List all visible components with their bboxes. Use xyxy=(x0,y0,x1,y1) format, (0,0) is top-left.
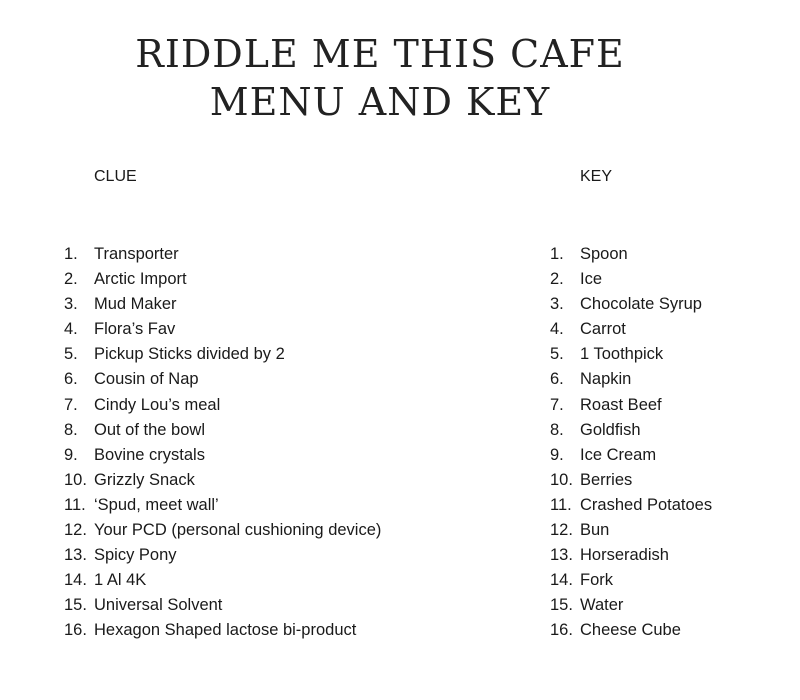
key-item xyxy=(550,267,790,292)
key-text: Napkin xyxy=(580,370,632,389)
key-item xyxy=(550,342,790,367)
clue-item xyxy=(64,443,494,468)
key-item xyxy=(550,393,790,418)
clue-item xyxy=(64,568,494,593)
clue-text: Mud Maker xyxy=(94,295,177,314)
key-text: Horseradish xyxy=(580,546,669,565)
key-number: 1. xyxy=(550,245,564,263)
key-item xyxy=(550,468,790,493)
key-text: Ice xyxy=(580,270,603,289)
key-text: Goldfish xyxy=(580,420,641,439)
clue-text: 1 Al 4K xyxy=(94,571,147,590)
key-number: 16. xyxy=(550,621,573,640)
clue-number: 11. xyxy=(64,495,86,514)
clue-item xyxy=(64,267,494,292)
clue-item xyxy=(64,543,494,568)
clue-item xyxy=(64,393,494,418)
key-text: Chocolate Syrup xyxy=(580,295,702,314)
clue-number: 5. xyxy=(64,345,78,364)
clue-number: 4. xyxy=(64,320,78,339)
clue-number: 1. xyxy=(64,245,78,263)
key-item xyxy=(550,242,790,267)
clue-number: 3. xyxy=(64,295,78,314)
key-number: 14. xyxy=(550,571,573,590)
clue-item xyxy=(64,468,494,493)
key-text: Bun xyxy=(580,521,610,540)
key-list xyxy=(550,242,790,644)
page-title xyxy=(0,30,760,126)
key-item xyxy=(550,367,790,392)
clue-column-header: CLUE xyxy=(94,168,137,185)
clue-number: 8. xyxy=(64,420,78,439)
key-item xyxy=(550,292,790,317)
clue-number: 7. xyxy=(64,395,78,414)
key-number: 11. xyxy=(550,495,572,514)
clue-text: Bovine crystals xyxy=(94,445,205,464)
clue-text: Out of the bowl xyxy=(94,420,205,439)
key-number: 7. xyxy=(550,395,564,414)
clue-text: ‘Spud, meet wall’ xyxy=(94,495,219,514)
clue-number: 12. xyxy=(64,521,87,540)
key-number: 9. xyxy=(550,445,564,464)
key-number: 3. xyxy=(550,295,564,314)
key-text: Carrot xyxy=(580,320,626,339)
clue-number: 14. xyxy=(64,571,87,590)
key-number: 6. xyxy=(550,370,564,389)
key-text: Berries xyxy=(580,470,633,489)
clue-text: Flora’s Fav xyxy=(94,320,176,339)
clue-number: 9. xyxy=(64,445,78,464)
key-item xyxy=(550,568,790,593)
clue-item xyxy=(64,367,494,392)
clue-item xyxy=(64,242,494,267)
clue-text: Arctic Import xyxy=(94,270,187,289)
clue-number: 16. xyxy=(64,621,87,640)
key-number: 4. xyxy=(550,320,564,339)
key-text: Roast Beef xyxy=(580,395,662,414)
key-number: 15. xyxy=(550,596,573,615)
clue-number: 13. xyxy=(64,546,87,565)
clue-text: Pickup Sticks divided by 2 xyxy=(94,345,285,364)
clue-item xyxy=(64,518,494,543)
key-text: Cheese Cube xyxy=(580,621,681,640)
clue-text: Cindy Lou’s meal xyxy=(94,395,221,414)
key-item xyxy=(550,317,790,342)
clue-list xyxy=(64,242,494,644)
clue-text: Cousin of Nap xyxy=(94,370,199,389)
key-text: Crashed Potatoes xyxy=(580,495,713,514)
title-line-2: MENU AND KEY xyxy=(209,80,551,124)
clue-number: 6. xyxy=(64,370,78,389)
clue-item xyxy=(64,292,494,317)
clue-text: Universal Solvent xyxy=(94,596,223,615)
key-item xyxy=(550,493,790,518)
key-text: Spoon xyxy=(580,245,628,263)
clue-item xyxy=(64,342,494,367)
clue-item xyxy=(64,493,494,518)
key-number: 13. xyxy=(550,546,573,565)
key-number: 12. xyxy=(550,521,573,540)
clue-item xyxy=(64,317,494,342)
clue-text: Spicy Pony xyxy=(94,546,177,565)
key-item xyxy=(550,518,790,543)
key-column-header: KEY xyxy=(580,168,613,185)
key-item xyxy=(550,543,790,568)
key-text: Ice Cream xyxy=(580,445,657,464)
clue-item xyxy=(64,618,494,643)
title-line-1: RIDDLE ME THIS CAFE xyxy=(135,32,625,76)
key-item xyxy=(550,618,790,643)
key-number: 10. xyxy=(550,470,573,489)
key-item xyxy=(550,443,790,468)
clue-text: Grizzly Snack xyxy=(94,470,195,489)
key-number: 8. xyxy=(550,420,564,439)
key-number: 5. xyxy=(550,345,564,364)
key-text: Fork xyxy=(580,571,613,590)
clue-item xyxy=(64,593,494,618)
clue-number: 2. xyxy=(64,270,78,289)
clue-text: Your PCD (personal cushioning device) xyxy=(94,521,382,540)
clue-number: 10. xyxy=(64,470,87,489)
key-item xyxy=(550,418,790,443)
key-text: Water xyxy=(580,596,624,615)
clue-text: Transporter xyxy=(94,245,179,263)
clue-item xyxy=(64,418,494,443)
key-number: 2. xyxy=(550,270,564,289)
clue-text: Hexagon Shaped lactose bi-product xyxy=(94,621,357,640)
key-item xyxy=(550,593,790,618)
clue-number: 15. xyxy=(64,596,87,615)
key-text: 1 Toothpick xyxy=(580,345,664,364)
